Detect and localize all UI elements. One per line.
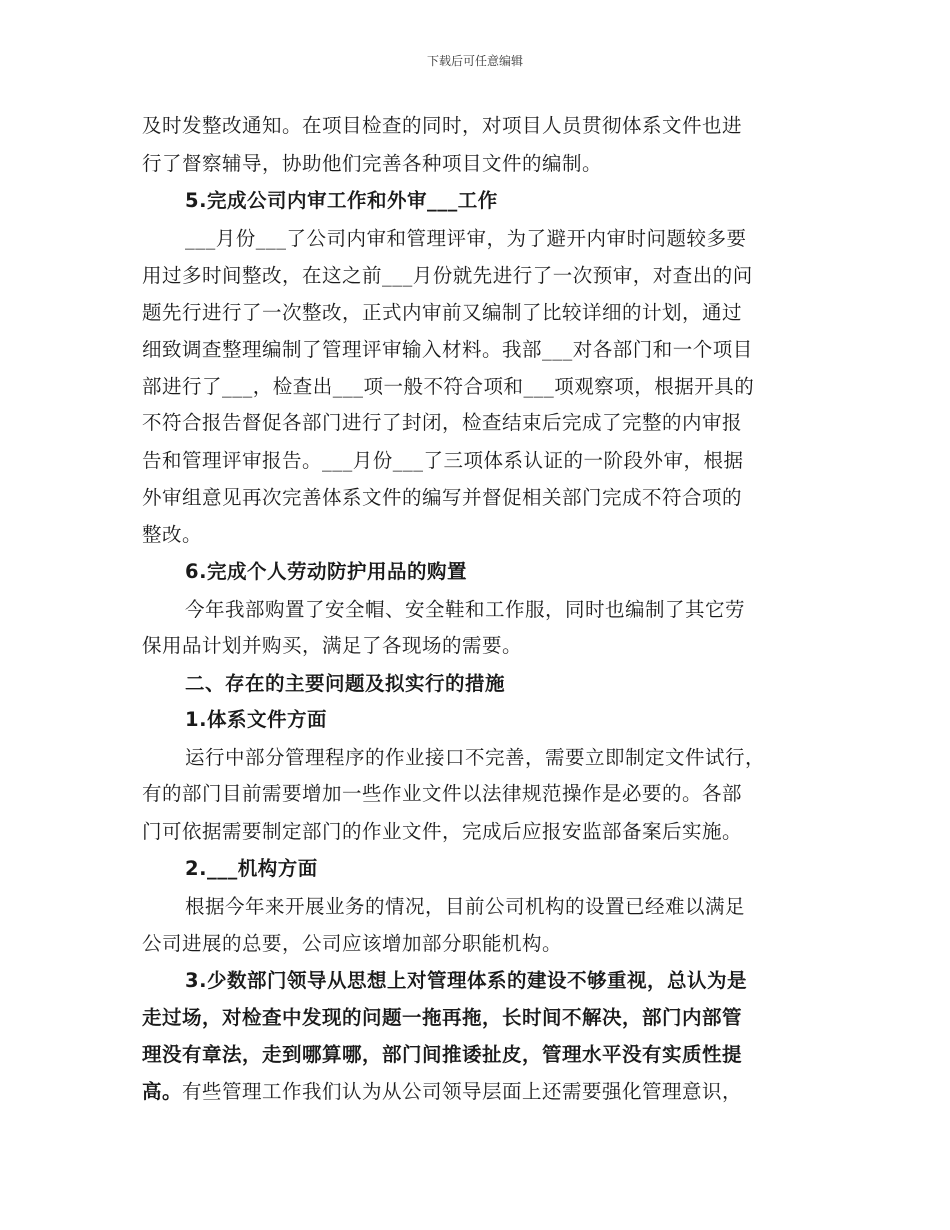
section-heading-line — [142, 1004, 812, 1032]
section-heading-line — [142, 1041, 812, 1069]
line-text: 有的部门目前需要增加一些作业文件以法律规范操作是必要的。各部 — [142, 782, 743, 805]
line-text: 门可依据需要制定部门的作业文件，完成后应报安监部备案后实施。 — [142, 820, 743, 843]
paragraph-line — [185, 744, 855, 772]
paragraph-line — [185, 225, 855, 253]
section-heading-line — [185, 187, 855, 215]
line-text: 5.完成公司内审工作和外审___工作 — [185, 189, 498, 212]
section-heading-line — [185, 967, 855, 995]
paragraph-line — [185, 596, 855, 624]
paragraph-line — [142, 112, 812, 140]
line-text: 整改。 — [142, 523, 203, 546]
line-text: 运行中部分管理程序的作业接口不完善，需要立即制定文件试行， — [185, 746, 766, 769]
line-text: 二、存在的主要问题及拟实行的措施 — [185, 672, 506, 695]
line-text: 1.体系文件方面 — [185, 708, 327, 731]
line-text: 告和管理评审报告。___月份___了三项体系认证的一阶段外审，根据 — [142, 449, 744, 472]
line-text: 高。 — [142, 1080, 183, 1103]
page-header: 下载后可任意编辑 — [426, 54, 523, 68]
line-text: 行了督察辅导，协助他们完善各种项目文件的编制。 — [142, 152, 603, 175]
line-tail-text: 有些管理工作我们认为从公司领导层面上还需要强化管理意识， — [182, 1080, 743, 1103]
line-text: 公司进展的总要，公司应该增加部分职能机构。 — [142, 932, 563, 955]
paragraph-line — [142, 447, 812, 475]
line-text: 今年我部购置了安全帽、安全鞋和工作服，同时也编制了其它劳 — [185, 598, 746, 621]
paragraph-line — [142, 930, 812, 958]
paragraph-line — [185, 893, 855, 921]
line-text: 部进行了___，检查出___项一般不符合项和___项观察项，根据开具的 — [142, 375, 755, 398]
line-text: ___月份___了公司内审和管理评审，为了避开内审时问题较多要 — [185, 227, 747, 250]
line-text: 6.完成个人劳动防护用品的购置 — [185, 560, 467, 583]
line-text: 用过多时间整改，在这之前___月份就先进行了一次预审，对查出的问 — [142, 264, 753, 287]
paragraph-line — [142, 373, 812, 401]
line-text: 细致调查整理编制了管理评审输入材料。我部___对各部门和一个项目 — [142, 338, 753, 361]
paragraph-line — [142, 409, 812, 437]
paragraph-line — [142, 262, 812, 290]
paragraph-line — [142, 780, 812, 808]
paragraph-line — [142, 484, 812, 512]
paragraph-line — [142, 299, 812, 327]
section-heading-line — [185, 670, 855, 698]
section-heading-line — [185, 706, 855, 734]
line-text: 走过场，对检查中发现的问题一拖再拖，长时间不解决，部门内部管 — [142, 1006, 743, 1029]
line-text: 及时发整改通知。在项目检查的同时，对项目人员贯彻体系文件也进 — [142, 114, 743, 137]
paragraph-line — [142, 521, 812, 549]
section-heading-line — [185, 855, 855, 883]
line-text: 题先行进行了一次整改，正式内审前又编制了比较详细的计划，通过 — [142, 301, 743, 324]
line-text: 根据今年来开展业务的情况，目前公司机构的设置已经难以满足 — [185, 895, 746, 918]
section-heading-line — [142, 1078, 812, 1106]
line-text: 理没有章法，走到哪算哪，部门间推诿扯皮，管理水平没有实质性提 — [142, 1043, 743, 1066]
paragraph-line — [142, 336, 812, 364]
paragraph-line — [142, 818, 812, 846]
line-text: 保用品计划并购买，满足了各现场的需要。 — [142, 634, 523, 657]
section-heading-line — [185, 558, 855, 586]
paragraph-line — [142, 632, 812, 660]
line-text: 2.___机构方面 — [185, 857, 318, 880]
line-text: 3.少数部门领导从思想上对管理体系的建设不够重视，总认为是 — [185, 969, 747, 992]
line-text: 外审组意见再次完善体系文件的编写并督促相关部门完成不符合项的 — [142, 486, 743, 509]
paragraph-line — [142, 150, 812, 178]
line-text: 不符合报告督促各部门进行了封闭，检查结束后完成了完整的内审报 — [142, 411, 743, 434]
